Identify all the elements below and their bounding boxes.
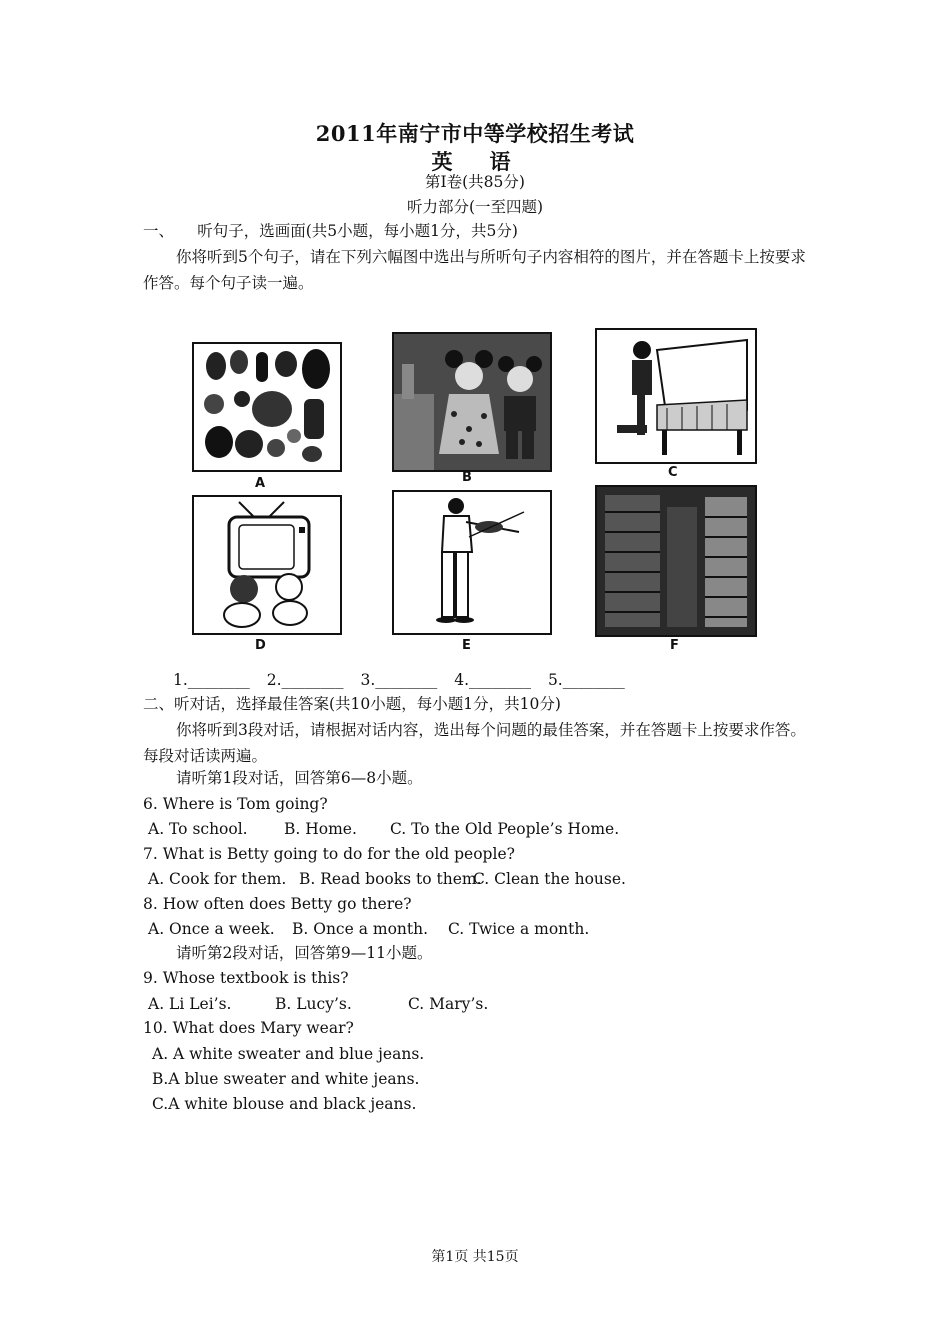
vegetables-icon xyxy=(194,344,340,470)
exam-title: 2011年南宁市中等学校招生考试 xyxy=(315,121,635,146)
option-c: C.A white blouse and black jeans. xyxy=(152,1095,417,1113)
picture-b xyxy=(392,332,552,472)
option-b: B. Lucy’s. xyxy=(275,995,352,1013)
option-b: B. Read books to them. xyxy=(299,870,482,888)
option-a: A. Li Lei’s. xyxy=(148,995,232,1013)
option-a: A. Once a week. xyxy=(148,920,275,938)
page-footer: 第1页 共15页 xyxy=(431,1249,519,1265)
answer-blank[interactable]: 1.________ xyxy=(173,671,250,689)
option-a: A. A white sweater and blue jeans. xyxy=(152,1045,425,1063)
option-b: B. Home. xyxy=(284,820,357,838)
dialog1-note: 请听第1段对话，回答第6—8小题。 xyxy=(176,769,423,787)
picture-grid xyxy=(180,320,770,660)
picture-f-label: F xyxy=(670,638,679,653)
option-c: C. Mary’s. xyxy=(408,995,489,1013)
picture-a xyxy=(192,342,342,472)
question-text: 6. Where is Tom going? xyxy=(143,795,328,813)
library-shelves-icon xyxy=(597,487,755,635)
option-c: C. Twice a month. xyxy=(448,920,590,938)
dialog2-note: 请听第2段对话，回答第9—11小题。 xyxy=(176,944,433,962)
answer-blanks xyxy=(173,669,637,691)
question-text: 7. What is Betty going to do for the old people? xyxy=(143,845,515,863)
option-b: B.A blue sweater and white jeans. xyxy=(152,1070,420,1088)
answer-blank[interactable]: 2.________ xyxy=(266,671,344,689)
option-c: C. Clean the house. xyxy=(473,870,626,888)
section1-instruction: 你将听到5个句子，请在下列六幅图中选出与所听句子内容相符的图片，并在答题卡上按要求作答。每个句子读一遍。 xyxy=(143,248,806,292)
picture-d-label: D xyxy=(255,638,266,653)
picture-c-label: C xyxy=(668,465,678,480)
option-a: A. To school. xyxy=(148,820,248,838)
question-text: 10. What does Mary wear? xyxy=(143,1019,354,1037)
section2-instruction: 你将听到3段对话，请根据对话内容，选出每个问题的最佳答案，并在答题卡上按要求作答。每段对话读两遍。 xyxy=(143,721,806,765)
listening-label: 听力部分(一至四题) xyxy=(406,198,544,216)
piano-player-icon xyxy=(597,330,755,462)
answer-blank[interactable]: 4.________ xyxy=(454,671,531,689)
volume-label: 第Ⅰ卷(共85分) xyxy=(425,173,525,191)
option-a: A. Cook for them. xyxy=(148,870,287,888)
option-c: C. To the Old People’s Home. xyxy=(390,820,620,838)
exam-subject: 英 语 xyxy=(431,149,519,174)
answer-blank[interactable]: 5.________ xyxy=(547,671,625,689)
picture-b-label: B xyxy=(462,470,472,485)
section2-heading: 二、听对话，选择最佳答案(共10小题，每小题1分，共10分) xyxy=(143,695,561,713)
option-b: B. Once a month. xyxy=(292,920,429,938)
picture-c xyxy=(595,328,757,464)
violin-player-icon xyxy=(394,492,550,633)
cartoon-mice-icon xyxy=(394,334,550,470)
picture-e xyxy=(392,490,552,635)
picture-e-label: E xyxy=(462,638,471,653)
question-text: 9. Whose textbook is this? xyxy=(143,969,349,987)
picture-a-label: A xyxy=(255,476,266,491)
picture-f xyxy=(595,485,757,637)
children-watching-tv-icon xyxy=(194,497,340,633)
question-text: 8. How often does Betty go there? xyxy=(143,895,412,913)
answer-blank[interactable]: 3.________ xyxy=(360,671,438,689)
picture-d xyxy=(192,495,342,635)
section1-heading: 一、 听句子，选画面(共5小题，每小题1分，共5分) xyxy=(143,222,518,240)
